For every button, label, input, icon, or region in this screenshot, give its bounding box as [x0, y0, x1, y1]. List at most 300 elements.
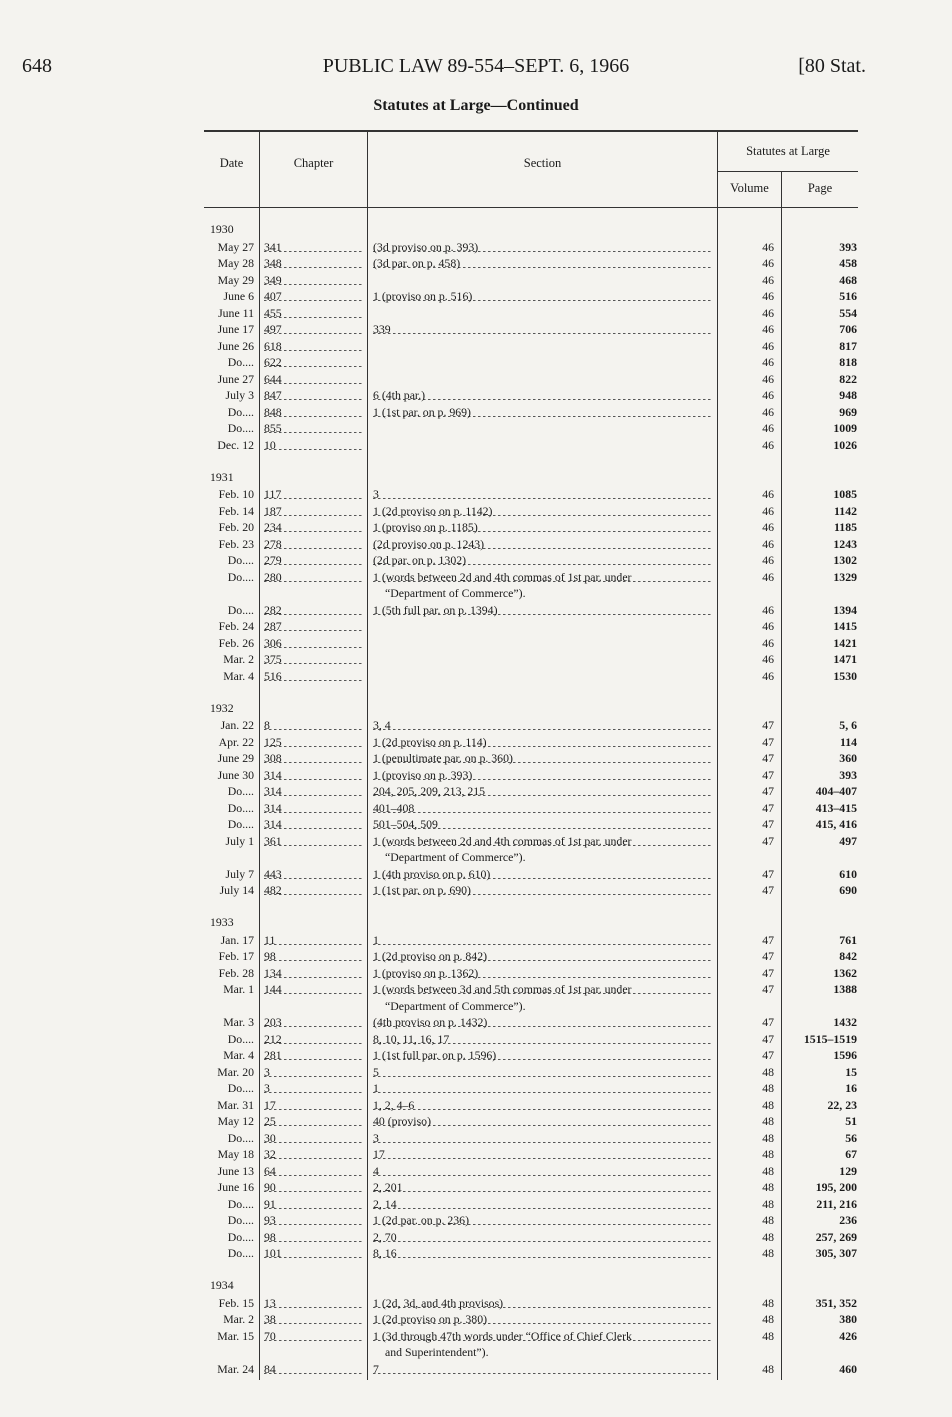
volume-cell: 47 — [762, 982, 774, 996]
section-cell-continued: and Superintendent”). — [385, 1345, 489, 1359]
page-cell: 1009 — [833, 421, 857, 435]
statute-reference: [80 Stat. — [798, 55, 866, 77]
date-cell: Do.... — [227, 800, 254, 815]
section-cell: 1 (1st par. on p. 690) — [373, 882, 713, 899]
volume-cell: 46 — [762, 322, 774, 336]
table-row — [204, 1229, 858, 1246]
page-cell: 22, 23 — [827, 1097, 857, 1112]
chapter-cell: 314 — [264, 767, 364, 784]
page-cell: 1394 — [833, 602, 857, 617]
table-row — [204, 437, 858, 454]
table-row — [204, 734, 858, 751]
date-cell: July 14 — [219, 883, 254, 897]
page-cell: 1530 — [833, 668, 857, 683]
volume-cell: 47 — [762, 866, 774, 881]
volume-cell: 47 — [762, 767, 774, 782]
volume-cell: 48 — [762, 1328, 774, 1343]
section-cell: 1, 2, 4–6 — [373, 1097, 713, 1114]
date-cell: Do.... — [227, 421, 254, 435]
date-cell: May 12 — [217, 1114, 254, 1128]
chapter-cell: 644 — [264, 371, 364, 388]
page-cell: 56 — [845, 1130, 857, 1145]
page-cell: 460 — [839, 1361, 857, 1376]
section-cell: 40 (proviso) — [373, 1113, 713, 1130]
statutes-table — [204, 130, 858, 1380]
date-cell: June 6 — [223, 289, 254, 303]
page-cell: 1471 — [833, 652, 857, 666]
volume-cell: 46 — [762, 388, 774, 402]
chapter-cell: 3 — [264, 1064, 364, 1081]
volume-cell: 48 — [762, 1097, 774, 1112]
table-row — [204, 536, 858, 553]
page-cell: 1302 — [833, 553, 857, 567]
date-cell: Feb. 17 — [218, 949, 254, 963]
chapter-cell: 10 — [264, 437, 364, 454]
chapter-cell: 516 — [264, 668, 364, 685]
volume-cell: 47 — [762, 1031, 774, 1046]
page-cell: 413–415 — [815, 800, 857, 815]
table-row — [204, 1080, 858, 1097]
chapter-cell: 280 — [264, 569, 364, 586]
page-cell: 822 — [839, 371, 857, 386]
date-cell: July 1 — [225, 833, 254, 848]
section-cell: 3 — [373, 1130, 713, 1147]
section-cell-continued: “Department of Commerce”). — [385, 586, 526, 600]
section-cell: 1 (words between 3d and 5th commas of 1st par. under — [373, 981, 713, 998]
section-cell: 2, 70 — [373, 1229, 713, 1246]
page-cell: 1026 — [833, 437, 857, 452]
page-cell: 468 — [839, 272, 857, 287]
table-row — [204, 1361, 858, 1378]
page-cell: 1329 — [833, 569, 857, 584]
volume-cell: 46 — [762, 272, 774, 287]
statutes-header-rule — [717, 171, 858, 172]
section-cell: 1 (words between 2d and 4th commas of 1st par. under — [373, 833, 713, 850]
date-cell: June 26 — [217, 338, 254, 353]
page-cell: 114 — [839, 734, 857, 749]
chapter-cell: 282 — [264, 602, 364, 619]
page-cell: 404–407 — [815, 784, 857, 798]
chapter-cell: 203 — [264, 1014, 364, 1031]
header-bottom-rule — [204, 207, 858, 208]
chapter-cell: 212 — [264, 1031, 364, 1048]
section-cell: 1 (2d, 3d, and 4th provisos) — [373, 1295, 713, 1312]
table-row — [204, 338, 858, 355]
chapter-cell: 98 — [264, 948, 364, 965]
table-row — [204, 486, 858, 503]
page-cell: 817 — [839, 338, 857, 353]
page-cell: 458 — [839, 256, 857, 270]
chapter-cell: 125 — [264, 734, 364, 751]
date-cell: Do.... — [227, 817, 254, 831]
volume-cell: 47 — [762, 833, 774, 848]
table-row — [204, 1311, 858, 1328]
date-cell: Dec. 12 — [217, 437, 254, 452]
section-cell: 1 (4th proviso on p. 610) — [373, 866, 713, 883]
volume-cell: 48 — [762, 1114, 774, 1128]
chapter-cell: 482 — [264, 882, 364, 899]
table-row — [204, 387, 858, 404]
date-cell: Do.... — [227, 404, 254, 419]
page-cell: 1243 — [833, 536, 857, 551]
page-cell: 16 — [845, 1081, 857, 1095]
volume-cell: 47 — [762, 734, 774, 749]
date-cell: June 17 — [217, 322, 254, 336]
page-cell: 195, 200 — [815, 1180, 857, 1194]
table-row — [204, 767, 858, 784]
table-row — [204, 1179, 858, 1196]
page-cell: 842 — [839, 949, 857, 963]
page-cell: 393 — [839, 239, 857, 254]
section-cell: 8, 16 — [373, 1245, 713, 1262]
page-cell: 236 — [839, 1213, 857, 1227]
year-heading: 1930 — [210, 222, 234, 236]
table-row — [204, 816, 858, 833]
volume-cell: 46 — [762, 569, 774, 584]
volume-cell: 47 — [762, 1015, 774, 1029]
date-cell: Do.... — [227, 602, 254, 617]
table-row — [204, 1295, 858, 1312]
table-row — [204, 1245, 858, 1262]
chapter-cell: 13 — [264, 1295, 364, 1312]
date-cell: Mar. 2 — [223, 1312, 254, 1326]
volume-cell: 47 — [762, 751, 774, 765]
page-cell: 1421 — [833, 635, 857, 650]
chapter-cell: 17 — [264, 1097, 364, 1114]
date-cell: Mar. 15 — [217, 1328, 254, 1343]
date-cell: May 27 — [217, 239, 254, 254]
page-cell: 554 — [839, 305, 857, 320]
chapter-cell: 847 — [264, 387, 364, 404]
chapter-cell: 134 — [264, 965, 364, 982]
table-row — [204, 552, 858, 569]
page-number: 648 — [22, 55, 52, 77]
section-cell: 1 (2d par. on p. 236) — [373, 1212, 713, 1229]
chapter-cell: 314 — [264, 783, 364, 800]
table-row — [204, 420, 858, 437]
date-cell: Feb. 20 — [218, 520, 254, 534]
statutes-column-header: Statutes at Large — [746, 144, 830, 158]
chapter-cell: 407 — [264, 288, 364, 305]
table-row — [204, 371, 858, 388]
page-cell: 1142 — [834, 503, 857, 518]
date-cell: Feb. 15 — [218, 1295, 254, 1310]
page-cell: 1085 — [833, 487, 857, 501]
date-cell: May 18 — [217, 1147, 254, 1161]
volume-cell: 48 — [762, 1213, 774, 1227]
volume-cell: 48 — [762, 1163, 774, 1178]
section-cell: (4th proviso on p. 1432) — [373, 1014, 713, 1031]
table-row — [204, 602, 858, 619]
page-cell: 948 — [839, 388, 857, 402]
table-row — [204, 255, 858, 272]
section-cell: 2, 14 — [373, 1196, 713, 1213]
date-cell: Mar. 4 — [223, 668, 254, 683]
date-cell: Jan. 17 — [220, 932, 254, 947]
section-cell: 1 (proviso on p. 393) — [373, 767, 713, 784]
section-cell: 1 (1st par. on p. 969) — [373, 404, 713, 421]
chapter-cell: 93 — [264, 1212, 364, 1229]
section-cell: 1 (2d proviso on p. 114) — [373, 734, 713, 751]
table-row — [204, 981, 858, 1013]
section-cell: 1 (3d through 47th words under “Office of Chief Clerk — [373, 1328, 713, 1345]
date-cell: June 29 — [217, 751, 254, 765]
table-row — [204, 882, 858, 899]
chapter-cell: 314 — [264, 800, 364, 817]
table-row — [204, 932, 858, 949]
section-cell: (3d par. on p. 458) — [373, 255, 713, 272]
volume-column-header: Volume — [730, 181, 769, 195]
chapter-cell: 348 — [264, 255, 364, 272]
date-cell: Feb. 26 — [218, 635, 254, 650]
chapter-cell: 855 — [264, 420, 364, 437]
table-row — [204, 668, 858, 685]
volume-cell: 46 — [762, 421, 774, 435]
page-cell: 818 — [839, 355, 857, 369]
section-cell-continued: “Department of Commerce”). — [385, 998, 526, 1013]
volume-cell: 48 — [762, 1229, 774, 1244]
date-cell: June 13 — [217, 1163, 254, 1178]
chapter-cell: 70 — [264, 1328, 364, 1345]
date-cell: Feb. 28 — [218, 965, 254, 980]
volume-cell: 48 — [762, 1246, 774, 1260]
table-row — [204, 1113, 858, 1130]
chapter-cell: 287 — [264, 618, 364, 635]
table-row — [204, 1212, 858, 1229]
table-row — [204, 503, 858, 520]
page-cell: 5, 6 — [839, 718, 857, 732]
volume-cell: 46 — [762, 635, 774, 650]
year-heading: 1933 — [210, 915, 234, 929]
volume-cell: 46 — [762, 437, 774, 452]
page-column-header: Page — [807, 181, 833, 195]
date-cell: Do.... — [227, 784, 254, 798]
page-cell: 15 — [845, 1064, 857, 1079]
date-cell: Feb. 24 — [218, 619, 254, 633]
date-cell: Do.... — [227, 1081, 254, 1095]
date-cell: May 28 — [217, 256, 254, 270]
table-row — [204, 305, 858, 322]
page-cell: 1362 — [833, 965, 857, 980]
page-cell: 305, 307 — [815, 1246, 857, 1260]
chapter-cell: 278 — [264, 536, 364, 553]
date-cell: Do.... — [227, 1196, 254, 1211]
volume-cell: 46 — [762, 256, 774, 270]
date-cell: Do.... — [227, 1031, 254, 1046]
table-row — [204, 800, 858, 817]
chapter-cell: 3 — [264, 1080, 364, 1097]
date-cell: Mar. 4 — [223, 1048, 254, 1062]
page-cell: 1515–1519 — [803, 1031, 857, 1046]
section-cell: (2d proviso on p. 1243) — [373, 536, 713, 553]
date-cell: Jan. 22 — [220, 718, 254, 732]
page-cell: 51 — [845, 1114, 857, 1128]
table-row — [204, 288, 858, 305]
table-row — [204, 239, 858, 256]
date-cell: Mar. 24 — [217, 1361, 254, 1376]
page-cell: 610 — [839, 866, 857, 881]
date-cell: Do.... — [227, 553, 254, 567]
chapter-cell: 848 — [264, 404, 364, 421]
date-cell: Mar. 3 — [223, 1015, 254, 1029]
table-row — [204, 569, 858, 600]
chapter-cell: 11 — [264, 932, 364, 949]
date-cell: June 27 — [217, 371, 254, 386]
section-cell: 1 (proviso on p. 1362) — [373, 965, 713, 982]
chapter-column-header: Chapter — [293, 156, 334, 170]
page-cell: 426 — [839, 1328, 857, 1343]
table-row — [204, 1328, 858, 1359]
page-cell: 393 — [839, 767, 857, 782]
table-row — [204, 321, 858, 338]
table-row — [204, 1163, 858, 1180]
chapter-cell: 314 — [264, 816, 364, 833]
chapter-cell: 117 — [264, 486, 364, 503]
chapter-cell: 144 — [264, 981, 364, 998]
table-row — [204, 1047, 858, 1064]
section-column-header: Section — [523, 156, 562, 170]
section-cell: 1 (2d proviso on p. 380) — [373, 1311, 713, 1328]
chapter-cell: 281 — [264, 1047, 364, 1064]
table-row — [204, 965, 858, 982]
page-header — [0, 55, 952, 81]
volume-cell: 48 — [762, 1081, 774, 1095]
date-cell: Mar. 2 — [223, 652, 254, 666]
volume-cell: 46 — [762, 619, 774, 633]
table-row — [204, 635, 858, 652]
table-row — [204, 1064, 858, 1081]
date-cell: Do.... — [227, 1213, 254, 1227]
date-cell: June 30 — [217, 767, 254, 782]
table-row — [204, 1196, 858, 1213]
chapter-cell: 101 — [264, 1245, 364, 1262]
date-cell: July 3 — [225, 388, 254, 402]
table-row — [204, 948, 858, 965]
volume-cell: 47 — [762, 1048, 774, 1062]
volume-cell: 48 — [762, 1295, 774, 1310]
page-cell: 360 — [839, 751, 857, 765]
date-cell: Do.... — [227, 1229, 254, 1244]
table-row — [204, 750, 858, 767]
section-cell: 1 (2d proviso on p. 1142) — [373, 503, 713, 520]
page-cell: 497 — [839, 833, 857, 848]
table-row — [204, 1130, 858, 1147]
volume-cell: 46 — [762, 305, 774, 320]
year-heading: 1932 — [210, 700, 234, 715]
volume-cell: 48 — [762, 1312, 774, 1326]
volume-cell: 48 — [762, 1147, 774, 1161]
section-cell: (3d proviso on p. 393) — [373, 239, 713, 256]
date-column-header: Date — [219, 156, 244, 170]
volume-cell: 46 — [762, 239, 774, 254]
volume-cell: 46 — [762, 602, 774, 617]
chapter-cell: 38 — [264, 1311, 364, 1328]
chapter-cell: 84 — [264, 1361, 364, 1378]
date-cell: Do.... — [227, 1130, 254, 1145]
section-cell: 1 — [373, 932, 713, 949]
section-cell: 6 (4th par.) — [373, 387, 713, 404]
section-cell: 4 — [373, 1163, 713, 1180]
volume-cell: 48 — [762, 1064, 774, 1079]
volume-cell: 46 — [762, 487, 774, 501]
section-cell: 3, 4 — [373, 717, 713, 734]
section-cell: 1 — [373, 1080, 713, 1097]
chapter-cell: 622 — [264, 354, 364, 371]
page-cell: 761 — [839, 932, 857, 947]
volume-cell: 47 — [762, 817, 774, 831]
volume-cell: 48 — [762, 1196, 774, 1211]
section-cell: 1 (2d proviso on p. 842) — [373, 948, 713, 965]
volume-cell: 46 — [762, 536, 774, 551]
table-row — [204, 519, 858, 536]
date-cell: Feb. 23 — [218, 536, 254, 551]
date-cell: June 16 — [217, 1180, 254, 1194]
date-cell: Mar. 1 — [223, 982, 254, 996]
table-row — [204, 833, 858, 864]
section-cell: (2d par. on p. 1302) — [373, 552, 713, 569]
table-row — [204, 717, 858, 734]
chapter-cell: 98 — [264, 1229, 364, 1246]
section-cell: 1 (proviso on p. 516) — [373, 288, 713, 305]
chapter-cell: 279 — [264, 552, 364, 569]
table-top-rule — [204, 130, 858, 132]
table-row — [204, 1146, 858, 1163]
volume-cell: 47 — [762, 784, 774, 798]
volume-cell: 47 — [762, 949, 774, 963]
chapter-cell: 341 — [264, 239, 364, 256]
section-cell: 1 (5th full par. on p. 1394) — [373, 602, 713, 619]
section-cell-continued: “Department of Commerce”). — [385, 850, 526, 864]
chapter-cell: 349 — [264, 272, 364, 289]
chapter-cell: 90 — [264, 1179, 364, 1196]
section-cell: 2, 201 — [373, 1179, 713, 1196]
section-cell: 8, 10, 11, 16, 17 — [373, 1031, 713, 1048]
volume-cell: 46 — [762, 503, 774, 518]
table-subtitle: Statutes at Large—Continued — [373, 97, 579, 114]
volume-cell: 46 — [762, 668, 774, 683]
date-cell: Mar. 31 — [217, 1097, 254, 1112]
volume-cell: 46 — [762, 338, 774, 353]
page-cell: 415, 416 — [815, 817, 857, 831]
date-cell: May 29 — [217, 272, 254, 287]
chapter-cell: 32 — [264, 1146, 364, 1163]
table-row — [204, 404, 858, 421]
date-cell: Feb. 10 — [218, 487, 254, 501]
volume-cell: 48 — [762, 1180, 774, 1194]
page-cell: 351, 352 — [815, 1295, 857, 1310]
volume-cell: 46 — [762, 404, 774, 419]
table-row — [204, 354, 858, 371]
date-cell: Do.... — [227, 569, 254, 584]
table-row — [204, 651, 858, 668]
section-cell: 7 — [373, 1361, 713, 1378]
chapter-cell: 91 — [264, 1196, 364, 1213]
table-row — [204, 1031, 858, 1048]
volume-cell: 46 — [762, 652, 774, 666]
chapter-cell: 361 — [264, 833, 364, 850]
chapter-cell: 443 — [264, 866, 364, 883]
table-row — [204, 618, 858, 635]
chapter-cell: 187 — [264, 503, 364, 520]
page-cell: 1596 — [833, 1048, 857, 1062]
table-row — [204, 1014, 858, 1031]
page-title: PUBLIC LAW 89-554–SEPT. 6, 1966 — [322, 55, 630, 77]
chapter-cell: 64 — [264, 1163, 364, 1180]
date-cell: Do.... — [227, 1246, 254, 1260]
chapter-cell: 234 — [264, 519, 364, 536]
volume-cell: 47 — [762, 932, 774, 947]
page-cell: 380 — [839, 1312, 857, 1326]
